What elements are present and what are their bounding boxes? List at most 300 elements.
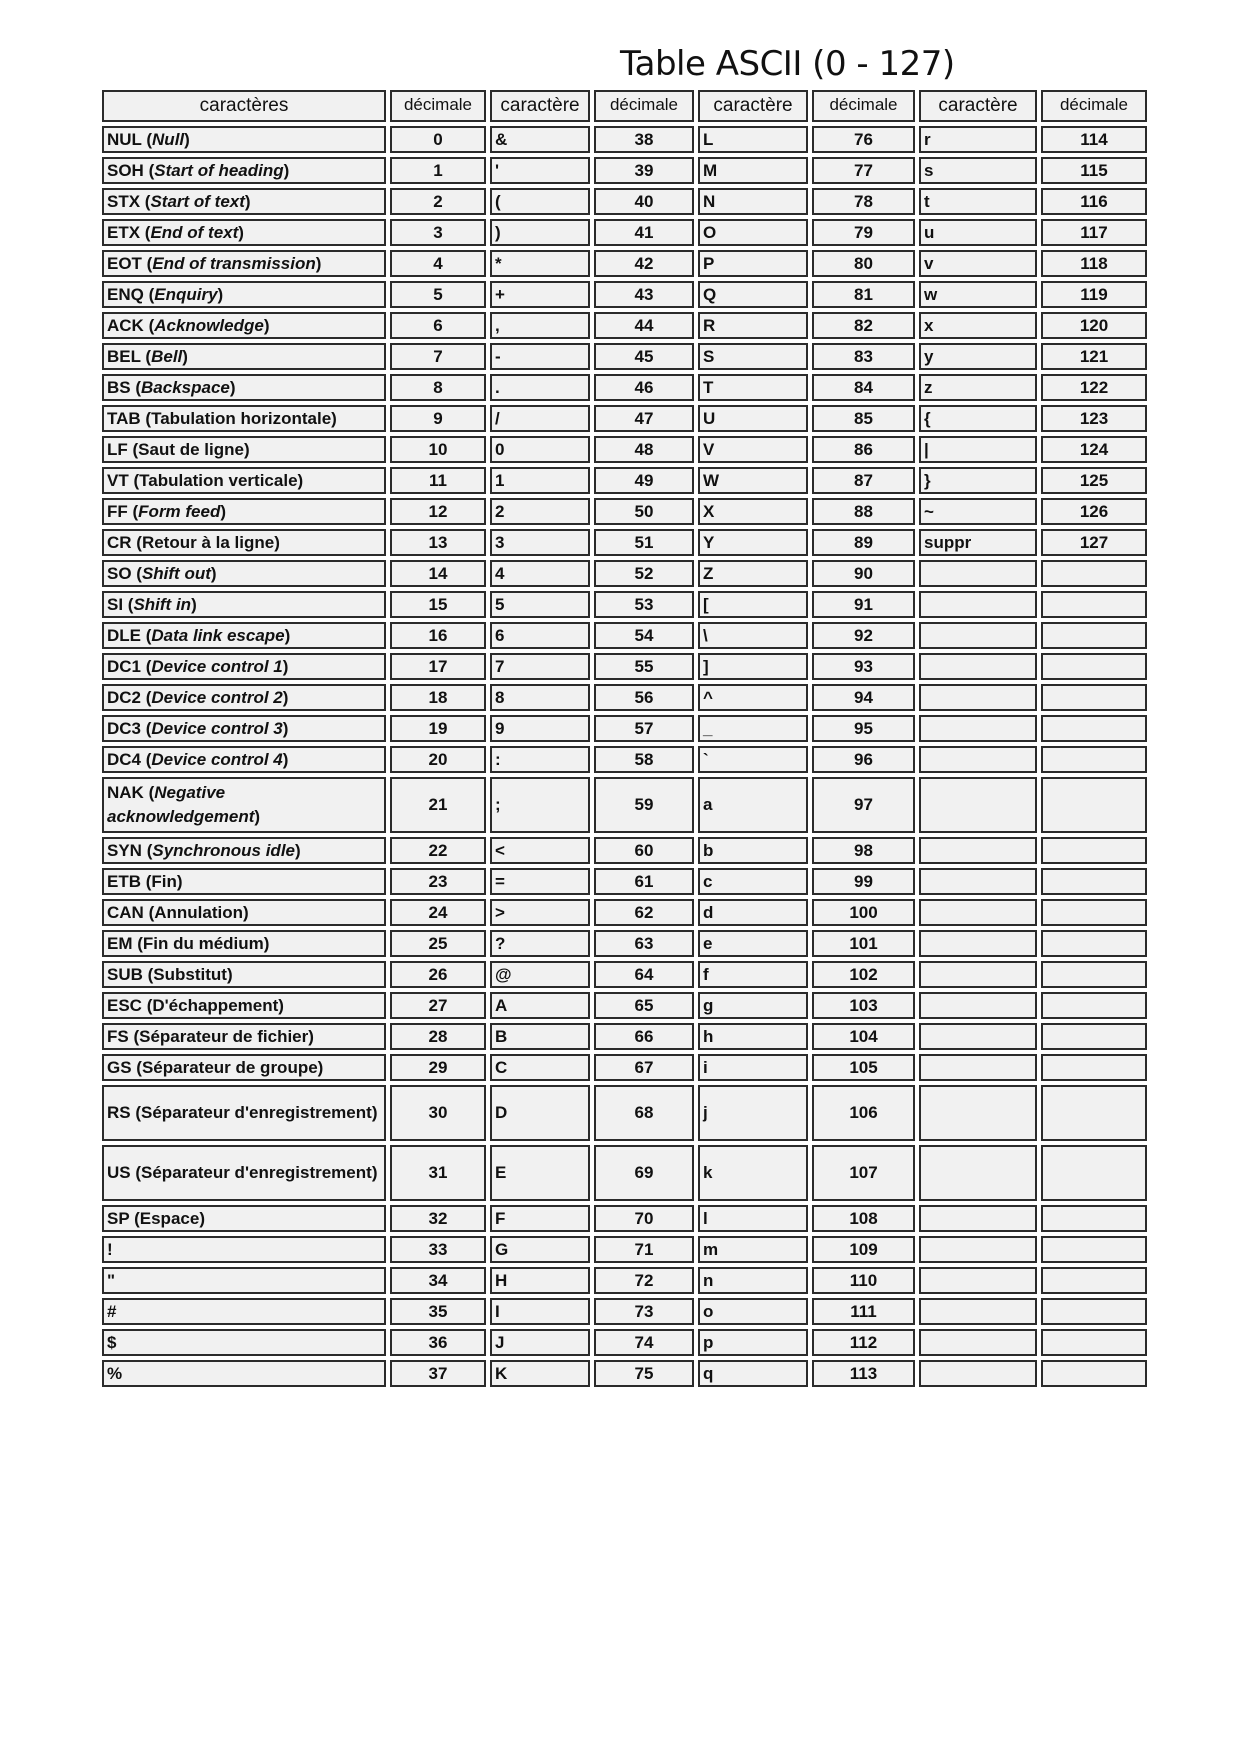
control-description: Synchronous idle [152,840,295,860]
control-name-cell: GS (Séparateur de groupe) [102,1054,386,1081]
control-code: EM [107,933,133,953]
control-name-cell: DLE (Data link escape) [102,622,386,649]
control-description: Annulation [154,902,243,922]
character-cell [919,715,1037,742]
decimal-cell: 16 [390,622,486,649]
table-row [102,250,1147,277]
character-cell: t [919,188,1037,215]
control-code: VT [107,470,129,490]
decimal-cell: 59 [594,777,694,833]
decimal-cell [1041,1329,1147,1356]
character-cell: suppr [919,529,1037,556]
character-cell: L [698,126,808,153]
decimal-cell: 55 [594,653,694,680]
character-cell: G [490,1236,590,1263]
control-description: Fin du médium [142,933,264,953]
character-cell [919,777,1037,833]
page-title: Table ASCII (0 - 127) [620,44,955,84]
decimal-cell: 49 [594,467,694,494]
decimal-cell: 19 [390,715,486,742]
table-row [102,684,1147,711]
header-cell: caractère [490,90,590,122]
decimal-cell: 81 [812,281,915,308]
table-header-row [102,90,1147,122]
decimal-cell [1041,684,1147,711]
decimal-cell [1041,746,1147,773]
control-code: FS [107,1026,129,1046]
control-description: Séparateur de fichier [139,1026,309,1046]
character-cell: z [919,374,1037,401]
table-row [102,837,1147,864]
character-cell: ~ [919,498,1037,525]
decimal-cell: 126 [1041,498,1147,525]
table-row [102,188,1147,215]
decimal-cell: 86 [812,436,915,463]
character-cell: & [490,126,590,153]
decimal-cell [1041,1360,1147,1387]
control-description: Negative acknowledgement [107,783,255,826]
decimal-cell: 119 [1041,281,1147,308]
decimal-cell [1041,961,1147,988]
decimal-cell: 76 [812,126,915,153]
character-cell: x [919,312,1037,339]
control-name-cell: BEL (Bell) [102,343,386,370]
decimal-cell: 38 [594,126,694,153]
decimal-cell [1041,653,1147,680]
control-code: BEL [107,346,141,366]
character-cell: ] [698,653,808,680]
character-cell: K [490,1360,590,1387]
character-cell: q [698,1360,808,1387]
decimal-cell: 63 [594,930,694,957]
decimal-cell: 109 [812,1236,915,1263]
decimal-cell: 50 [594,498,694,525]
character-cell: E [490,1145,590,1201]
decimal-cell: 108 [812,1205,915,1232]
control-code: SI [107,594,124,614]
table-row [102,1023,1147,1050]
control-code: NAK [107,783,144,802]
decimal-cell: 82 [812,312,915,339]
character-cell: M [698,157,808,184]
decimal-cell: 92 [812,622,915,649]
decimal-cell: 47 [594,405,694,432]
character-cell: 4 [490,560,590,587]
control-name-cell [102,1329,386,1356]
decimal-cell: 9 [390,405,486,432]
table-row [102,157,1147,184]
decimal-cell: 96 [812,746,915,773]
decimal-cell: 51 [594,529,694,556]
decimal-cell: 4 [390,250,486,277]
decimal-cell: 54 [594,622,694,649]
character-cell: : [490,746,590,773]
control-name-cell: CAN (Annulation) [102,899,386,926]
control-code: TAB [107,408,141,428]
control-code: GS [107,1057,132,1077]
table-row [102,219,1147,246]
control-description: Substitut [153,964,227,984]
character-cell [919,1360,1037,1387]
character-cell: e [698,930,808,957]
decimal-cell: 101 [812,930,915,957]
decimal-cell [1041,1023,1147,1050]
control-description: End of transmission [152,253,316,273]
decimal-cell: 21 [390,777,486,833]
control-code: " [107,1270,116,1290]
character-cell: B [490,1023,590,1050]
control-description: Start of heading [154,160,284,180]
control-name-cell: ACK (Acknowledge) [102,312,386,339]
table-row [102,1298,1147,1325]
decimal-cell: 27 [390,992,486,1019]
character-cell: H [490,1267,590,1294]
control-description: Backspace [141,377,230,397]
control-description: Start of text [150,191,245,211]
character-cell: [ [698,591,808,618]
decimal-cell: 125 [1041,467,1147,494]
character-cell: { [919,405,1037,432]
decimal-cell: 100 [812,899,915,926]
control-name-cell: SI (Shift in) [102,591,386,618]
character-cell: i [698,1054,808,1081]
character-cell [919,1085,1037,1141]
control-description: Device control 1 [151,656,283,676]
control-name-cell: EM (Fin du médium) [102,930,386,957]
character-cell: C [490,1054,590,1081]
character-cell: ' [490,157,590,184]
table-row [102,899,1147,926]
decimal-cell: 60 [594,837,694,864]
control-name-cell: DC1 (Device control 1) [102,653,386,680]
decimal-cell [1041,591,1147,618]
control-name-cell: EOT (End of transmission) [102,250,386,277]
character-cell: ( [490,188,590,215]
decimal-cell: 79 [812,219,915,246]
control-code: ETB [107,871,141,891]
decimal-cell: 117 [1041,219,1147,246]
control-code: SO [107,563,132,583]
table-row [102,560,1147,587]
header-cell: décimale [594,90,694,122]
character-cell: < [490,837,590,864]
character-cell [919,868,1037,895]
character-cell: . [490,374,590,401]
control-description: Retour à la ligne [141,532,275,552]
decimal-cell: 10 [390,436,486,463]
character-cell: O [698,219,808,246]
decimal-cell: 112 [812,1329,915,1356]
control-code: ETX [107,222,141,242]
control-name-cell: FS (Séparateur de fichier) [102,1023,386,1050]
control-name-cell: RS (Séparateur d'enregistrement) [102,1085,386,1141]
decimal-cell [1041,1205,1147,1232]
character-cell: 2 [490,498,590,525]
control-name-cell [102,1360,386,1387]
character-cell [919,622,1037,649]
character-cell: l [698,1205,808,1232]
control-name-cell: NAK (Negative acknowledgement) [102,777,386,833]
control-description: Device control 3 [151,718,283,738]
table-row [102,1205,1147,1232]
decimal-cell: 72 [594,1267,694,1294]
control-name-cell: SO (Shift out) [102,560,386,587]
table-row [102,281,1147,308]
character-cell: N [698,188,808,215]
table-row [102,1267,1147,1294]
decimal-cell: 127 [1041,529,1147,556]
character-cell [919,1236,1037,1263]
decimal-cell: 95 [812,715,915,742]
character-cell [919,1267,1037,1294]
decimal-cell: 80 [812,250,915,277]
character-cell: R [698,312,808,339]
decimal-cell: 115 [1041,157,1147,184]
decimal-cell: 28 [390,1023,486,1050]
character-cell: U [698,405,808,432]
decimal-cell: 57 [594,715,694,742]
control-name-cell: SP (Espace) [102,1205,386,1232]
table-row [102,1054,1147,1081]
decimal-cell: 3 [390,219,486,246]
character-cell: A [490,992,590,1019]
decimal-cell: 74 [594,1329,694,1356]
control-name-cell: LF (Saut de ligne) [102,436,386,463]
character-cell [919,1145,1037,1201]
table-row [102,622,1147,649]
control-name-cell: STX (Start of text) [102,188,386,215]
table-row [102,1085,1147,1141]
control-description: Saut de ligne [138,439,244,459]
control-name-cell [102,1236,386,1263]
table-row [102,436,1147,463]
control-code: CR [107,532,132,552]
character-cell: r [919,126,1037,153]
control-description: Fin [151,871,177,891]
decimal-cell: 18 [390,684,486,711]
character-cell: - [490,343,590,370]
control-code: STX [107,191,141,211]
decimal-cell: 83 [812,343,915,370]
character-cell: + [490,281,590,308]
header-cell: caractère [698,90,808,122]
character-cell: Z [698,560,808,587]
decimal-cell: 107 [812,1145,915,1201]
character-cell: v [919,250,1037,277]
decimal-cell: 58 [594,746,694,773]
character-cell: D [490,1085,590,1141]
table-row [102,930,1147,957]
control-name-cell [102,1298,386,1325]
decimal-cell: 48 [594,436,694,463]
character-cell: ^ [698,684,808,711]
table-row [102,498,1147,525]
character-cell: f [698,961,808,988]
character-cell: * [490,250,590,277]
character-cell: 5 [490,591,590,618]
character-cell: 6 [490,622,590,649]
header-cell: caractères [102,90,386,122]
decimal-cell: 75 [594,1360,694,1387]
character-cell: Q [698,281,808,308]
decimal-cell: 120 [1041,312,1147,339]
control-description: Device control 4 [151,749,283,769]
control-name-cell: TAB (Tabulation horizontale) [102,405,386,432]
decimal-cell: 104 [812,1023,915,1050]
character-cell: F [490,1205,590,1232]
control-name-cell: CR (Retour à la ligne) [102,529,386,556]
control-name-cell: NUL (Null) [102,126,386,153]
decimal-cell: 22 [390,837,486,864]
character-cell [919,930,1037,957]
control-code: CAN [107,902,144,922]
decimal-cell: 31 [390,1145,486,1201]
character-cell [919,1205,1037,1232]
decimal-cell [1041,868,1147,895]
character-cell: ) [490,219,590,246]
control-description: Device control 2 [151,687,283,707]
table-row [102,1360,1147,1387]
decimal-cell: 118 [1041,250,1147,277]
decimal-cell: 35 [390,1298,486,1325]
control-name-cell: DC4 (Device control 4) [102,746,386,773]
decimal-cell: 8 [390,374,486,401]
table-row [102,961,1147,988]
control-description: Null [152,129,185,149]
control-name-cell: US (Séparateur d'enregistrement) [102,1145,386,1201]
decimal-cell: 37 [390,1360,486,1387]
character-cell: 1 [490,467,590,494]
control-code: ACK [107,315,144,335]
control-code: ESC [107,995,142,1015]
character-cell: } [919,467,1037,494]
decimal-cell [1041,1267,1147,1294]
decimal-cell: 29 [390,1054,486,1081]
decimal-cell: 90 [812,560,915,587]
control-description: Séparateur d'enregistrement [141,1163,372,1182]
character-cell: a [698,777,808,833]
control-name-cell: SOH (Start of heading) [102,157,386,184]
control-name-cell: FF (Form feed) [102,498,386,525]
character-cell: S [698,343,808,370]
table-row [102,1329,1147,1356]
character-cell: @ [490,961,590,988]
decimal-cell [1041,930,1147,957]
table-row [102,591,1147,618]
decimal-cell: 103 [812,992,915,1019]
character-cell [919,1329,1037,1356]
character-cell: u [919,219,1037,246]
decimal-cell: 15 [390,591,486,618]
character-cell: / [490,405,590,432]
control-name-cell [102,1267,386,1294]
control-code: US [107,1163,131,1182]
control-description: Enquiry [154,284,218,304]
control-code: DC2 [107,687,142,707]
decimal-cell: 102 [812,961,915,988]
decimal-cell: 7 [390,343,486,370]
decimal-cell: 30 [390,1085,486,1141]
decimal-cell: 84 [812,374,915,401]
character-cell: m [698,1236,808,1263]
character-cell: , [490,312,590,339]
character-cell: d [698,899,808,926]
control-code: BS [107,377,131,397]
decimal-cell [1041,1085,1147,1141]
header-cell: décimale [1041,90,1147,122]
decimal-cell: 44 [594,312,694,339]
control-description: D'échappement [152,995,279,1015]
character-cell: V [698,436,808,463]
decimal-cell: 25 [390,930,486,957]
control-name-cell: ENQ (Enquiry) [102,281,386,308]
control-code: # [107,1301,117,1321]
character-cell: | [919,436,1037,463]
character-cell [919,1054,1037,1081]
character-cell: \ [698,622,808,649]
decimal-cell: 110 [812,1267,915,1294]
control-description: Shift out [141,563,211,583]
control-code: DC4 [107,749,142,769]
control-description: Shift in [133,594,192,614]
control-code: EOT [107,253,142,273]
decimal-cell: 99 [812,868,915,895]
control-description: End of text [150,222,239,242]
character-cell [919,992,1037,1019]
character-cell: s [919,157,1037,184]
table-row [102,868,1147,895]
character-cell: b [698,837,808,864]
character-cell: Y [698,529,808,556]
character-cell: P [698,250,808,277]
character-cell: ` [698,746,808,773]
character-cell: w [919,281,1037,308]
ascii-table [98,86,1151,1391]
control-code: FF [107,501,128,521]
character-cell: k [698,1145,808,1201]
decimal-cell: 71 [594,1236,694,1263]
decimal-cell: 89 [812,529,915,556]
decimal-cell: 64 [594,961,694,988]
character-cell: _ [698,715,808,742]
control-description: Espace [139,1208,200,1228]
decimal-cell [1041,992,1147,1019]
table-row [102,374,1147,401]
table-row [102,715,1147,742]
character-cell: 7 [490,653,590,680]
character-cell: 9 [490,715,590,742]
table-row [102,777,1147,833]
table-row [102,746,1147,773]
control-description: Séparateur d'enregistrement [141,1103,372,1122]
control-code: RS [107,1103,131,1122]
decimal-cell [1041,1298,1147,1325]
decimal-cell: 43 [594,281,694,308]
decimal-cell: 53 [594,591,694,618]
decimal-cell: 94 [812,684,915,711]
character-cell [919,591,1037,618]
control-code: SYN [107,840,142,860]
decimal-cell: 61 [594,868,694,895]
control-name-cell: SUB (Substitut) [102,961,386,988]
decimal-cell: 98 [812,837,915,864]
table-row [102,126,1147,153]
decimal-cell: 6 [390,312,486,339]
decimal-cell: 36 [390,1329,486,1356]
decimal-cell: 42 [594,250,694,277]
table-row [102,1145,1147,1201]
decimal-cell: 14 [390,560,486,587]
